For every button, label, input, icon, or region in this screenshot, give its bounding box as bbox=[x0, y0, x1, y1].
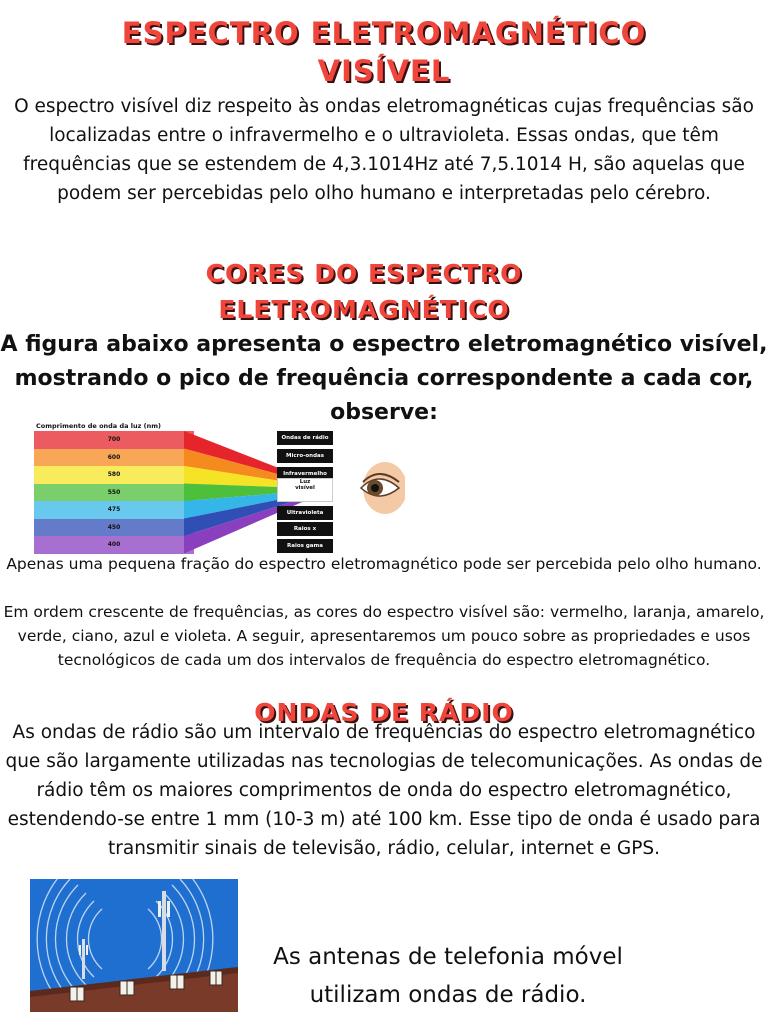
wavelength-bands bbox=[34, 423, 194, 555]
intro-paragraph: O espectro visível diz respeito às ondas eletromagnéticas cujas frequências são localizadas entre o infravermelho e o ultravioleta. Essas ondas, que têm frequências que se estendem de 4,3.1014Hz até 7,5.1014 H, são aquelas que podem ser percebidas pelo olho humano e interpretadas pelo cérebro. bbox=[14, 96, 754, 204]
wavelength-label: 475 bbox=[107, 506, 121, 513]
visible-light-label bbox=[277, 478, 333, 502]
wavelength-label: 600 bbox=[107, 453, 121, 461]
title-line-2: VISÍVEL bbox=[317, 54, 451, 88]
spectrum-label: Ondas de rádio bbox=[277, 431, 333, 445]
figure-intro-paragraph: A figura abaixo apresenta o espectro eletromagnético visível, mostrando o pico de frequência correspondente a cada cor, observe: bbox=[0, 332, 768, 425]
spectrum-label: Infravermelho bbox=[277, 467, 333, 481]
title-visible-spectrum bbox=[0, 14, 768, 90]
title-line-2: ELETROMAGNÉTICO bbox=[218, 295, 510, 324]
title-line-1: ESPECTRO ELETROMAGNÉTICO bbox=[121, 16, 647, 50]
figure-caption: Apenas uma pequena fração do espectro eletromagnético pode ser percebida pelo olho humano. bbox=[6, 555, 762, 573]
antenna-caption: As antenas de telefonia móvel utilizam ondas de rádio. bbox=[273, 944, 623, 1008]
spectrum-label: Raios x bbox=[277, 522, 333, 536]
wavelength-label: 550 bbox=[107, 488, 121, 496]
spectrum-label: Micro-ondas bbox=[277, 449, 333, 463]
title-spectrum-colors bbox=[0, 256, 748, 328]
wavelength-label: 700 bbox=[107, 436, 121, 443]
figure-title: Comprimento de onda da luz (nm) bbox=[36, 422, 162, 430]
title-radio-waves: ONDAS DE RÁDIO bbox=[254, 698, 514, 727]
visible-label-line-2: visível bbox=[295, 485, 315, 491]
spectrum-label: Ultravioleta bbox=[277, 506, 333, 520]
title-line-1: CORES DO ESPECTRO bbox=[205, 259, 523, 288]
visible-label-line-1: Luz bbox=[299, 479, 311, 485]
wavelength-label: 450 bbox=[107, 523, 121, 531]
spectrum-label: Raios gama bbox=[277, 539, 333, 553]
radio-waves-paragraph: As ondas de rádio são um intervalo de frequências do espectro eletromagnético que são largamente utilizadas nas tecnologias de telecomunicações. As ondas de rádio têm os maiores comprimentos de onda do espectro eletromagnético, estendendo-se entre 1 mm (10-3 m) até 100 km. Esse tipo de onda é usado para transmitir sinais de televisão, rádio, celular, internet e GPS. bbox=[5, 722, 763, 859]
wavelength-label: 400 bbox=[107, 541, 121, 548]
eye-icon bbox=[355, 458, 405, 518]
colors-order-paragraph: Em ordem crescente de frequências, as cores do espectro visível são: vermelho, laranja, amarelo, verde, ciano, azul e violeta. A seguir, apresentaremos um pouco sobre as propriedades e usos tecnológicos de cada um dos intervalos de frequência do espectro eletromagnético. bbox=[3, 603, 765, 669]
wavelength-label: 580 bbox=[107, 471, 121, 478]
antenna-photo bbox=[30, 879, 238, 1012]
